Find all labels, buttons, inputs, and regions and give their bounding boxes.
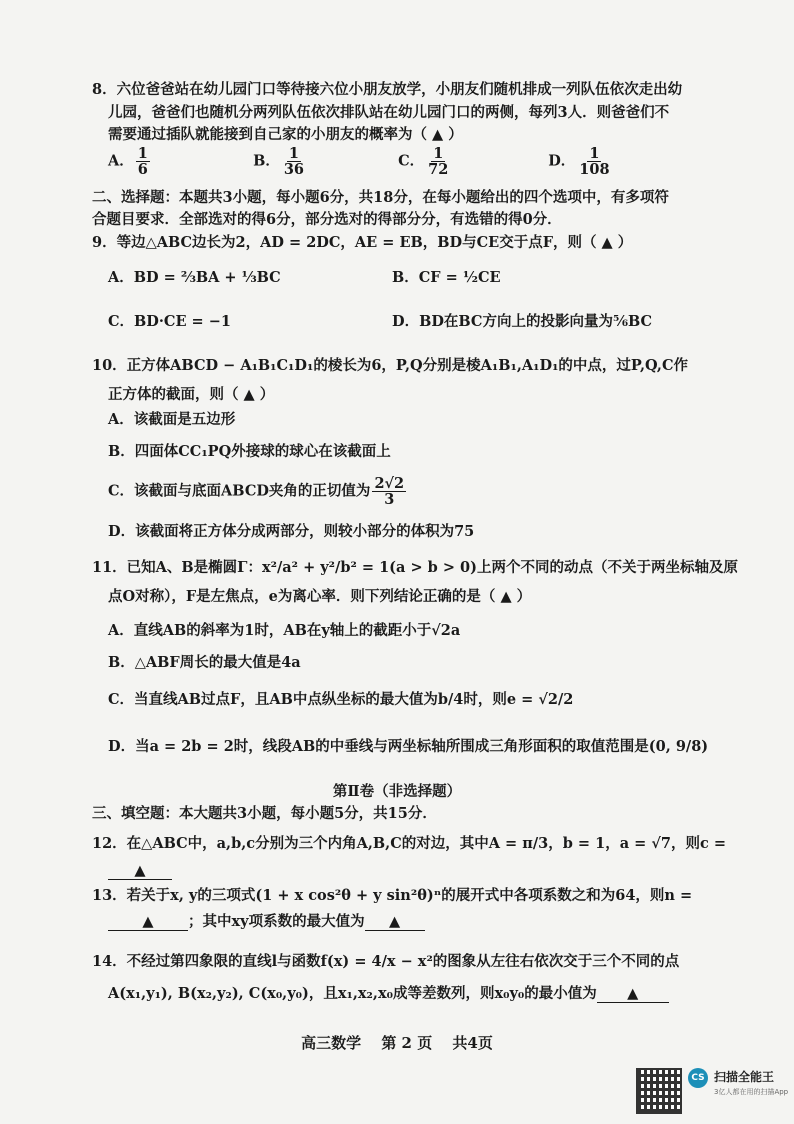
watermark-title: 扫描全能王 (714, 1070, 775, 1084)
watermark-subtitle: 3亿人都在用的扫描App (714, 1088, 789, 1096)
q10-option-c: C．该截面与底面ABCD夹角的正切值为 $\frac{2√2}{3}$ (108, 475, 405, 509)
q12-answer-blank[interactable]: ▲ (108, 862, 172, 880)
cs-logo-icon: CS (688, 1068, 708, 1088)
q9-option-c: C．BD·CE = −1 (108, 313, 231, 330)
q9-option-b: B．CF = ½CE (392, 269, 501, 286)
q11-option-b: B．△ABF周长的最大值是4a (108, 654, 301, 671)
q9-option-d: D．BD在BC方向上的投影向量为⅚BC (392, 313, 653, 330)
q8-line1: 8．六位爸爸站在幼儿园门口等待接六位小朋友放学，小朋友们随机排成一列队伍依次走出幼 (92, 81, 683, 98)
qr-code-icon (636, 1068, 682, 1114)
q14-line2: A(x₁,y₁), B(x₂,y₂), C(x₀,y₀)，且x₁,x₂,x₀成等差数列，则x₀y₀的最小值为 ▲ (108, 982, 669, 1003)
q9-stem: 9．等边△ABC边长为2，AD = 2DC，AE = EB，BD与CE交于点F，则（ ▲ ） (92, 234, 633, 251)
q10-line2: 正方体的截面，则（ ▲ ） (108, 386, 275, 403)
q14-line1: 14．不经过第四象限的直线l与函数f(x) = 4/x − x²的图象从左往右依次交于三个不同的点 (92, 953, 680, 970)
section3-heading: 三、填空题：本大题共3小题，每小题5分，共15分． (92, 805, 437, 822)
q10-option-a: A．该截面是五边形 (108, 411, 236, 428)
q10-option-b: B．四面体CC₁PQ外接球的球心在该截面上 (108, 443, 391, 460)
q8-option-c: C． $\frac{1}{72}$ (398, 145, 449, 179)
q11-line2: 点O对称），F是左焦点，e为离心率．则下列结论正确的是（ ▲ ） (108, 588, 532, 605)
page-footer: 高三数学 第 2 页 共4页 (301, 1034, 493, 1052)
q12-blank-line (108, 862, 172, 880)
q8-option-a: A． $\frac{1}{6}$ (108, 145, 148, 179)
q13-line2: ▲ ；其中xy项系数的最大值为 ▲ (108, 910, 425, 931)
q8-line2: 儿园，爸爸们也随机分两列队伍依次排队站在幼儿园门口的两侧，每列3人．则爸爸们不 (108, 104, 670, 121)
q10-line1: 10．正方体ABCD − A₁B₁C₁D₁的棱长为6，P,Q分别是棱A₁B₁,A₁D₁的中点，过P,Q,C作 (92, 357, 688, 374)
q11-line1: 11．已知A、B是椭圆Γ：x²/a² + y²/b² = 1(a > b > 0)上两个不同的动点（不关于两坐标轴及原 (92, 559, 738, 576)
q8-option-b: B． $\frac{1}{36}$ (253, 145, 305, 179)
q12-line1: 12．在△ABC中，a,b,c分别为三个内角A,B,C的对边，其中A = π/3，b = 1，a = √7，则c = (92, 835, 726, 852)
scanner-watermark (636, 1068, 788, 1114)
q8-option-d: D． $\frac{1}{108}$ (548, 145, 610, 179)
q11-option-a: A．直线AB的斜率为1时，AB在y轴上的截距小于√2a (108, 622, 461, 639)
q14-answer-blank[interactable]: ▲ (597, 985, 669, 1003)
section2-line1: 二、选择题：本题共3小题，每小题6分，共18分，在每小题给出的四个选项中，有多项符 (92, 189, 669, 206)
q9-option-a: A．BD = ⅔BA + ⅓BC (108, 269, 281, 286)
q13-answer-blank-xy[interactable]: ▲ (365, 913, 425, 931)
q8-options (108, 146, 614, 177)
q11-option-c: C．当直线AB过点F，且AB中点纵坐标的最大值为b/4时，则e = √2/2 (108, 691, 574, 708)
q13-answer-blank-n[interactable]: ▲ (108, 913, 188, 931)
q10-option-d: D．该截面将正方体分成两部分，则较小部分的体积为75 (108, 523, 475, 540)
q8-line3: 需要通过插队就能接到自己家的小朋友的概率为（ ▲ ） (108, 126, 463, 143)
q11-option-d: D．当a = 2b = 2时，线段AB的中垂线与两坐标轴所围成三角形面积的取值范围是(0, 9/8) (108, 738, 709, 755)
section2-line2: 合题目要求．全部选对的得6分，部分选对的得部分分，有选错的得0分． (92, 211, 562, 228)
part2-title: 第Ⅱ卷（非选择题） (332, 783, 462, 800)
q13-line1: 13．若关于x, y的三项式(1 + x cos²θ + y sin²θ)ⁿ的展开式中各项系数之和为64，则n = (92, 887, 693, 904)
